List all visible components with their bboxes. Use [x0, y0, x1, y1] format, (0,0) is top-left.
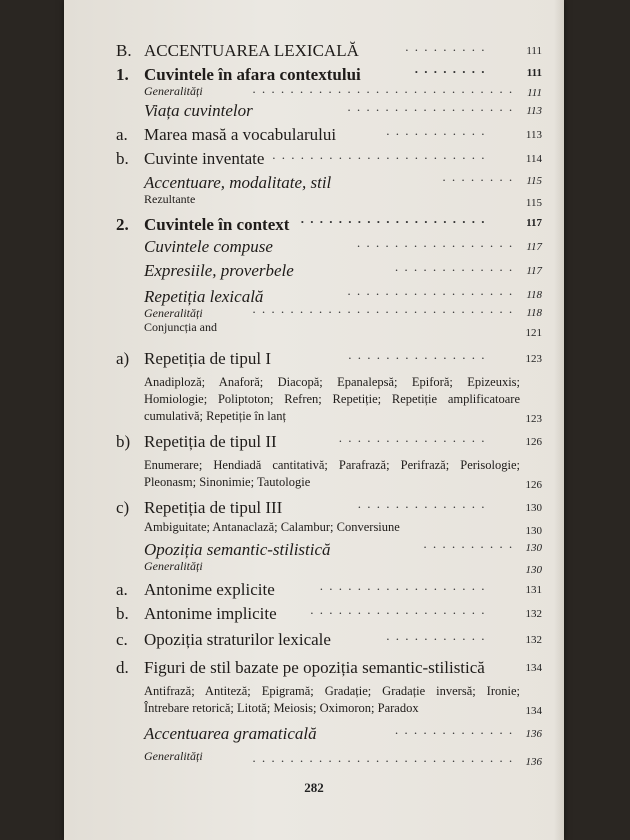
toc-page: 115 — [526, 175, 542, 187]
toc-entry — [144, 320, 542, 340]
toc-figures-text: Enumerare; Hendiadă cantitativă; Parafrază; Perifrază; Perisologie; Pleonasm; Sinonimie; Tautologie — [144, 458, 520, 489]
toc-page: 131 — [525, 584, 542, 596]
toc-label: Generalități — [144, 559, 203, 573]
toc-entry — [144, 749, 542, 769]
toc-number: a. — [116, 580, 128, 599]
toc-page: 111 — [526, 67, 542, 79]
toc-page: 130 — [525, 542, 542, 554]
toc-page: 136 — [525, 756, 542, 768]
toc-label: Accentuare, modalitate, stil — [144, 173, 332, 192]
toc-label: Antonime implicite — [144, 604, 277, 623]
dot-leaders: . . . . . . . . . . . . . . . . . — [357, 235, 514, 250]
toc-number: b. — [116, 604, 129, 623]
toc-page: 113 — [525, 129, 542, 141]
toc-label: Generalități — [144, 306, 203, 320]
dot-leaders: . . . . . . . . . . . . . . . — [348, 347, 486, 362]
toc-page: 114 — [525, 153, 542, 165]
dot-leaders: . . . . . . . . — [414, 61, 486, 76]
dot-leaders: . . . . . . . . . . . . . — [395, 722, 514, 737]
toc-figures-entry — [116, 374, 542, 425]
toc-label: Cuvintele în context — [144, 215, 290, 234]
toc-page: 117 — [526, 241, 542, 253]
toc-number: c) — [116, 498, 130, 517]
toc-entry — [116, 629, 542, 651]
toc-entry — [144, 723, 542, 745]
toc-page: 130 — [525, 502, 542, 514]
toc-label: Repetiția lexicală — [144, 287, 264, 306]
toc-page: 136 — [525, 728, 542, 740]
toc-entry — [116, 211, 542, 234]
toc-entry — [144, 169, 542, 192]
toc-entry — [144, 536, 542, 559]
toc-page: 130 — [525, 525, 542, 537]
toc-entry — [144, 301, 542, 320]
toc-page: 111 — [526, 45, 542, 57]
page-number: 282 — [304, 780, 324, 795]
toc-entry — [116, 603, 542, 625]
toc-figures-entry — [116, 683, 542, 717]
toc-label: Repetiția de tipul I — [144, 349, 271, 368]
toc-page: 132 — [525, 608, 542, 620]
dot-leaders: . . . . . . . . . . . . . . . . . . . . . . . . . . . . — [252, 301, 514, 316]
toc-page: 111 — [527, 87, 542, 99]
toc-page: 115 — [525, 197, 542, 209]
toc-label: Cuvinte inventate — [144, 149, 265, 168]
dot-leaders: . . . . . . . . . . . . . . — [357, 496, 486, 511]
toc-page: 117 — [526, 217, 542, 229]
toc-entry — [116, 124, 542, 146]
dot-leaders: . . . . . . . . . . . . . . . . . . . . . . . — [272, 147, 486, 162]
toc-page: 134 — [525, 662, 542, 674]
toc-page: 117 — [526, 265, 542, 277]
toc-label: ACCENTUAREA LEXICALĂ — [144, 41, 359, 60]
toc-number: d. — [116, 658, 129, 677]
toc-page: 126 — [525, 479, 542, 491]
dot-leaders: . . . . . . . . . . . . . . . . . . — [319, 578, 486, 593]
toc-entry — [116, 431, 542, 453]
toc-label: Conjuncția and — [144, 320, 217, 334]
dot-leaders: . . . . . . . . . . . — [386, 628, 486, 643]
toc-number: b) — [116, 432, 131, 451]
toc-number: B. — [116, 41, 132, 60]
toc-label: Cuvintele în afara contextului — [144, 65, 361, 84]
toc-page: 113 — [526, 105, 542, 117]
toc-figures-entry — [116, 457, 542, 491]
dot-leaders: . . . . . . . . . . . . . — [395, 259, 514, 274]
toc-number: a) — [116, 349, 130, 368]
dot-leaders: . . . . . . . . . . . . . . . . . . . — [310, 602, 486, 617]
toc-page: 132 — [525, 634, 542, 646]
dot-leaders: . . . . . . . . . . . — [386, 123, 486, 138]
toc-label: Viața cuvintelor — [144, 101, 253, 120]
toc-label: Repetiția de tipul III — [144, 498, 283, 517]
table-of-contents — [116, 40, 542, 769]
toc-figures-text: Anadiploză; Anaforă; Diacopă; Epanalepsă; Epiforă; Epizeuxis; Homiologie; Poliptoton; Refren; Repetiție; Repetiție amplificatoare cumulativă; Repetiție în lanț — [144, 375, 520, 423]
toc-entry — [144, 100, 542, 122]
dot-leaders: . . . . . . . . . . . . . . . . . . — [347, 283, 514, 298]
toc-entry — [116, 348, 542, 370]
toc-label: Generalități — [144, 749, 203, 763]
dot-leaders: . . . . . . . . — [442, 169, 514, 184]
toc-entry — [144, 260, 542, 282]
dot-leaders: . . . . . . . . . . — [423, 536, 514, 551]
toc-figures-text: Antifrază; Antiteză; Epigramă; Gradație; Gradație inversă; Ironie; Întrebare retorică; Litotă; Meiosis; Oximoron; Paradox — [144, 684, 520, 715]
toc-page: 121 — [525, 327, 542, 339]
toc-page: 134 — [525, 705, 542, 717]
toc-page: 123 — [525, 413, 542, 425]
book-page — [64, 0, 564, 840]
toc-figures-text: Ambiguitate; Antanaclază; Calambur; Conversiune — [144, 520, 400, 534]
dot-leaders: . . . . . . . . . . . . . . . . . . . . . . . . . . . . — [252, 750, 514, 765]
dot-leaders: . . . . . . . . . . . . . . . . . . . . — [300, 211, 486, 226]
toc-label: Figuri de stil bazate pe opoziția semantic-stilistică — [144, 658, 485, 677]
toc-number: 1. — [116, 65, 129, 84]
toc-label: Expresiile, proverbele — [144, 261, 294, 280]
toc-number: 2. — [116, 215, 129, 234]
toc-label: Opoziția straturilor lexicale — [144, 630, 331, 649]
toc-number: b. — [116, 149, 129, 168]
toc-label: Opoziția semantic-stilistică — [144, 540, 331, 559]
dot-leaders: . . . . . . . . . . . . . . . . — [338, 430, 486, 445]
toc-entry — [116, 657, 542, 679]
toc-page: 118 — [526, 289, 542, 301]
toc-number: a. — [116, 125, 128, 144]
toc-entry — [144, 236, 542, 258]
toc-entry — [116, 497, 542, 519]
toc-label: Repetiția de tipul II — [144, 432, 277, 451]
toc-page: 118 — [526, 307, 542, 319]
toc-number: c. — [116, 630, 128, 649]
toc-page: 126 — [525, 436, 542, 448]
toc-label: Cuvintele compuse — [144, 237, 273, 256]
toc-label: Accentuarea gramaticală — [144, 724, 317, 743]
dot-leaders: . . . . . . . . . . . . . . . . . . . . . . . . . . . . — [252, 81, 514, 96]
toc-label: Marea masă a vocabularului — [144, 125, 337, 144]
dot-leaders: . . . . . . . . . . . . . . . . . . — [347, 99, 514, 114]
toc-page: 123 — [525, 353, 542, 365]
dot-leaders: . . . . . . . . . — [405, 39, 486, 54]
toc-page: 130 — [525, 564, 542, 576]
toc-entry — [116, 579, 542, 601]
toc-label: Antonime explicite — [144, 580, 275, 599]
toc-label: Rezultante — [144, 192, 196, 206]
toc-label: Generalități — [144, 84, 203, 98]
